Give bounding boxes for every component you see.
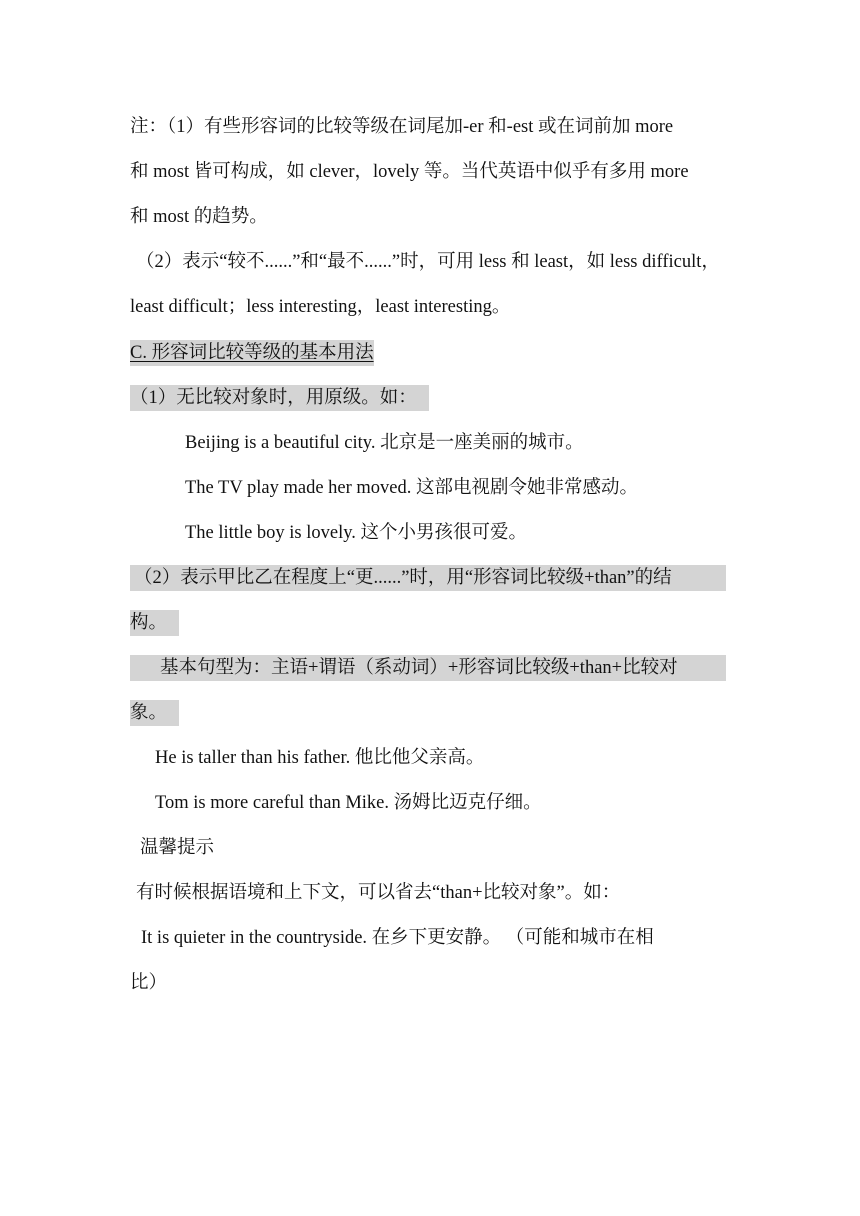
note2-line-1: （2）表示“较不......”和“最不......”时，可用 less 和 least，如 less difficult， bbox=[136, 252, 720, 272]
tip-heading: 温馨提示 bbox=[140, 838, 215, 858]
rule2-example: He is taller than his father. 他比他父亲高。 bbox=[155, 748, 485, 768]
rule2-example: Tom is more careful than Mike. 汤姆比迈克仔细。 bbox=[155, 793, 542, 813]
note2-line-2: least difficult；less interesting，least interesting。 bbox=[130, 297, 511, 317]
rule2-line-2: 构。 bbox=[130, 610, 179, 636]
tip-example-line-1: It is quieter in the countryside. 在乡下更安静。 （可能和城市在相 bbox=[141, 928, 654, 948]
note-line-1: 注：（1）有些形容词的比较等级在词尾加-er 和-est 或在词前加 more bbox=[130, 117, 674, 137]
tip-line: 有时候根据语境和上下文，可以省去“than+比较对象”。如： bbox=[136, 883, 621, 903]
rule1-example: Beijing is a beautiful city. 北京是一座美丽的城市。 bbox=[185, 433, 584, 453]
rule2-line-1-row bbox=[130, 565, 726, 591]
rule1-heading-row bbox=[130, 385, 429, 411]
rule2-line-2-row bbox=[130, 610, 179, 636]
pattern-line-1: 基本句型为：主语+谓语（系动词）+形容词比较级+than+比较对 bbox=[130, 655, 726, 681]
tip-example-line-2: 比） bbox=[130, 973, 168, 993]
pattern-line-1-row bbox=[130, 655, 726, 681]
rule1-heading: （1）无比较对象时，用原级。如： bbox=[130, 385, 429, 411]
rule1-example: The TV play made her moved. 这部电视剧令她非常感动。 bbox=[185, 478, 639, 498]
section-c-heading: C. 形容词比较等级的基本用法 bbox=[130, 340, 374, 366]
pattern-line-2: 象。 bbox=[130, 700, 179, 726]
pattern-line-2-row bbox=[130, 700, 179, 726]
rule1-example: The little boy is lovely. 这个小男孩很可爱。 bbox=[185, 523, 528, 543]
rule2-line-1: （2）表示甲比乙在程度上“更......”时，用“形容词比较级+than”的结 bbox=[130, 565, 726, 591]
section-c-heading-row bbox=[130, 340, 374, 366]
note-line-2: 和 most 皆可构成，如 clever，lovely 等。当代英语中似乎有多用 more bbox=[130, 162, 689, 182]
note-line-3: 和 most 的趋势。 bbox=[130, 207, 268, 227]
